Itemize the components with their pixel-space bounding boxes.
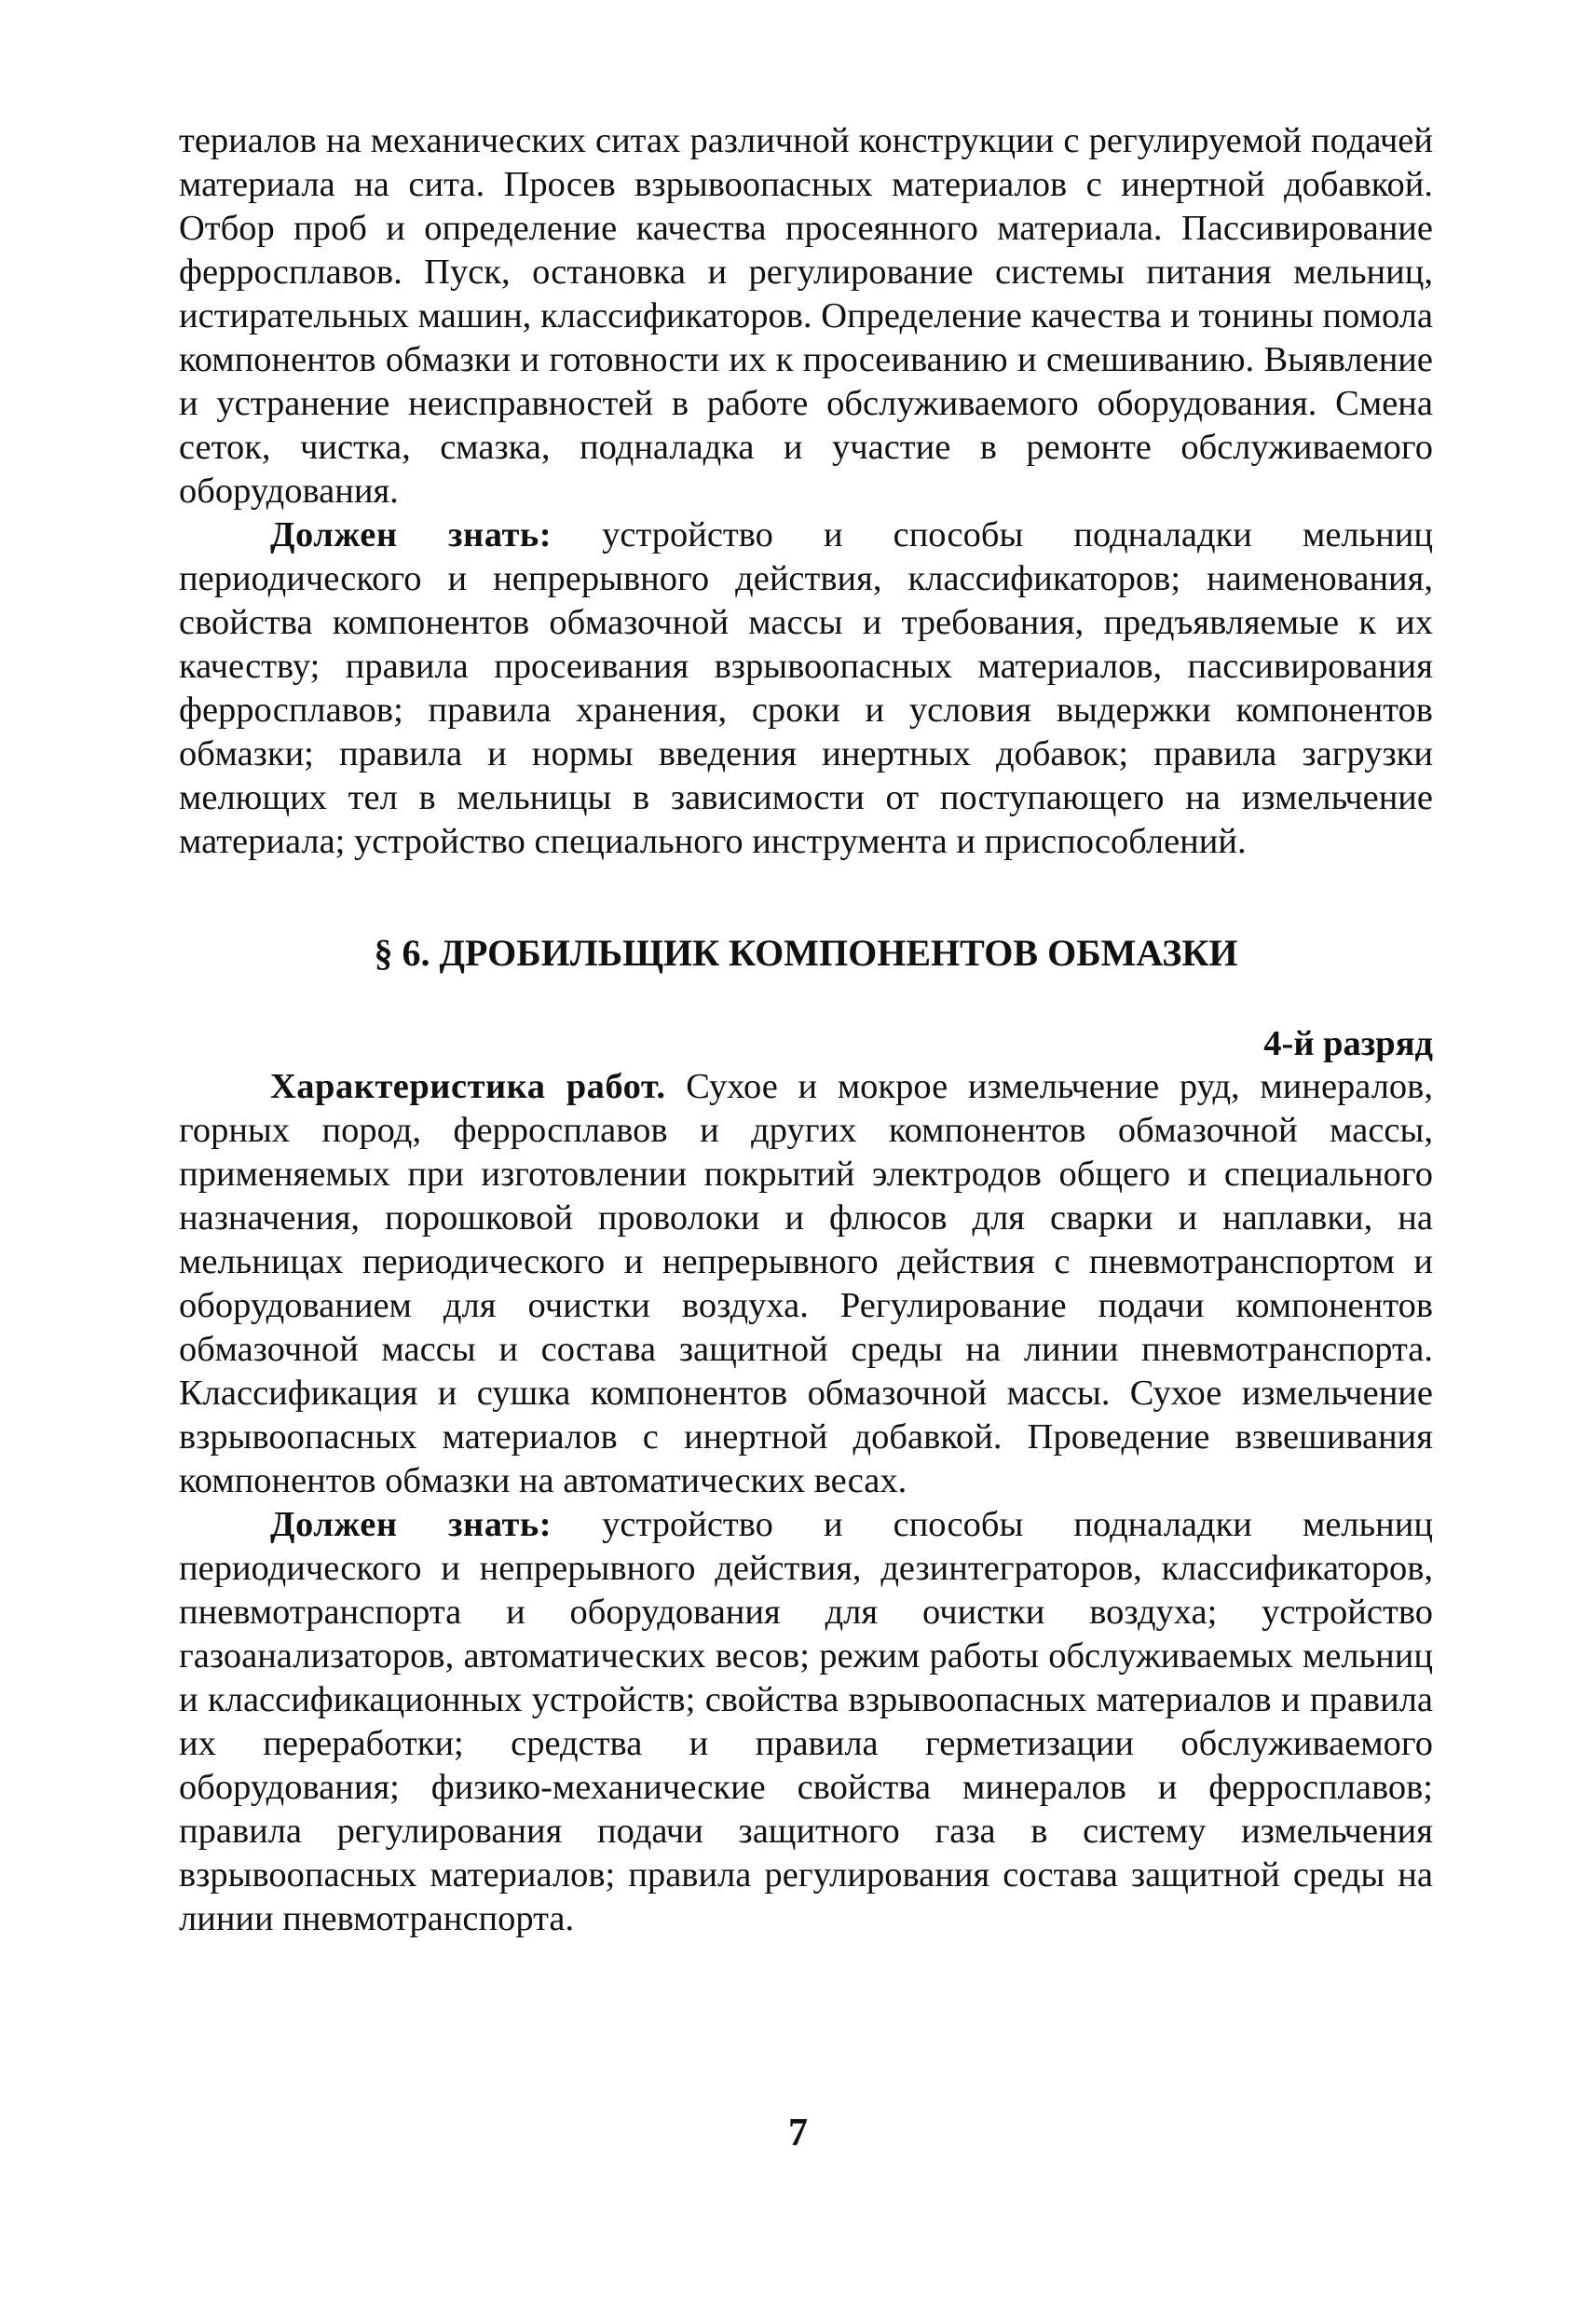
section-heading: § 6. ДРОБИЛЬЩИК КОМПОНЕНТОВ ОБМАЗКИ — [374, 932, 1238, 974]
must-know-paragraph-2 — [179, 1503, 1433, 1941]
must-know-label-2: Должен знать: — [270, 1505, 552, 1544]
section-body — [179, 1065, 1433, 1941]
must-know-text-2: устройство и способы подналадки мельниц периодического и непрерывного действия, дезинтеграторов, классификаторов, пневмотранспорта и оборудования для очистки воздуха; устройство газоанализаторов, автоматических весов; режим работы обслуживаемых мельниц и классификационных устройств; свойства взрывоопасных материалов и правила их переработки; средства и правила герметизации обслуживаемого оборудования; физико-механические свойства минералов и ферросплавов; правила регулирования подачи защитного газа в систему измельчения взрывоопасных материалов; правила регулирования состава защитной среды на линии пневмотранспорта. — [179, 1505, 1433, 1938]
characteristics-label: Характеристика работ. — [270, 1067, 666, 1106]
characteristics-text: Сухое и мокрое измельчение руд, минералов, горных пород, ферросплавов и других компонентов обмазочной массы, применяемых при изготовлении покрытий электродов общего и специального назначения, порошковой проволоки и флюсов для сварки и наплавки, на мельницах периодического и непрерывного действия с пневмотранспортом и оборудованием для очистки воздуха. Регулирование подачи компонентов обмазочной массы и состава защитной среды на линии пневмотранспорта. Классификация и сушка компонентов обмазочной массы. Сухое измельчение взрывоопасных материалов с инертной добавкой. Проведение взвешивания компонентов обмазки на автоматических весах. — [179, 1067, 1433, 1500]
characteristics-paragraph — [179, 1065, 1433, 1503]
continued-paragraph: териалов на механических ситах различной конструкции с регулируемой подачей материала на сита. Просев взрывоопасных материалов с инертной добавкой. Отбор проб и определение качества просеянного материала. Пассивирование ферросплавов. Пуск, остановка и регулирование системы питания мельниц, истирательных машин, классификаторов. Определение качества и тонины помола компонентов обмазки и готовности их к просеиванию и смешиванию. Выявление и устранение неисправностей в работе обслуживаемого оборудования. Смена сеток, чистка, смазка, подналадка и участие в ремонте обслуживаемого оборудования. — [179, 121, 1433, 511]
grade-label: 4-й разряд — [1263, 1024, 1433, 1063]
page-number: 7 — [788, 2112, 808, 2155]
must-know-label-1: Должен знать: — [270, 515, 552, 554]
page-top-block — [179, 119, 1433, 864]
must-know-paragraph-1 — [179, 513, 1433, 864]
must-know-text-1: устройство и способы подналадки мельниц периодического и непрерывного действия, классификаторов; наименования, свойства компонентов обмазочной массы и требования, предъявляемые к их качеству; правила просеивания взрывоопасных материалов, пассивирования ферросплавов; правила хранения, сроки и условия выдержки компонентов обмазки; правила и нормы введения инертных добавок; правила загрузки мелющих тел в мельницы в зависимости от поступающего на измельчение материала; устройство специального инструмента и приспособлений. — [179, 515, 1433, 861]
